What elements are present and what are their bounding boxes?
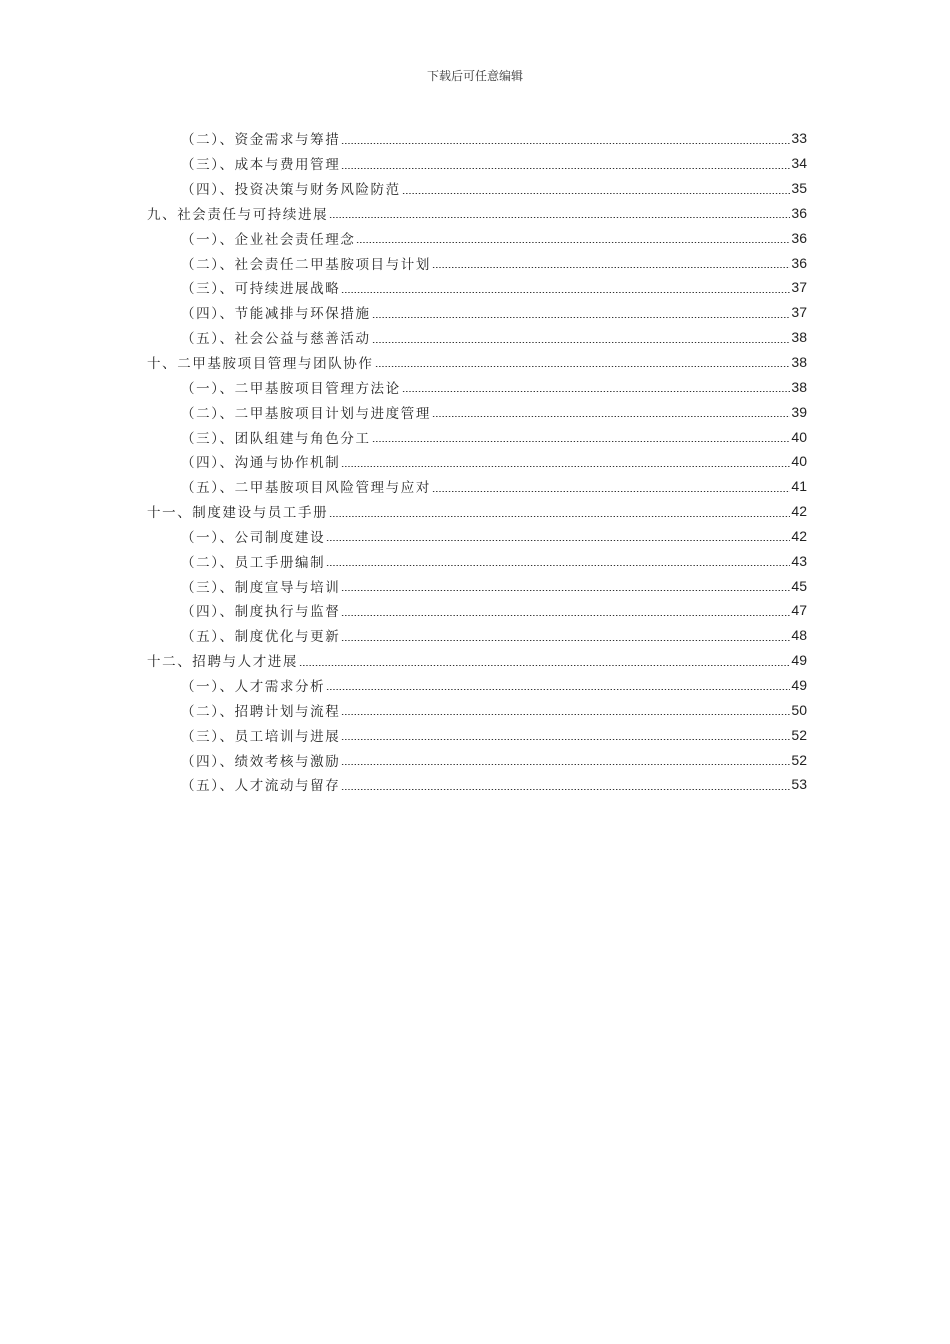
toc-entry-label: （三）、员工培训与进展 <box>181 728 341 745</box>
toc-entry-label: （五）、制度优化与更新 <box>181 629 341 646</box>
toc-chapter-entry[interactable] <box>0 201 950 226</box>
toc-page-number: 43 <box>791 552 807 569</box>
toc-dot-leader <box>299 665 790 666</box>
toc-entry-label: （三）、成本与费用管理 <box>181 157 341 174</box>
toc-dot-leader <box>341 764 790 765</box>
toc-dot-leader <box>341 789 790 790</box>
toc-section-entry[interactable] <box>0 300 950 325</box>
toc-section-entry[interactable] <box>0 524 950 549</box>
toc-entry-label: （三）、制度宣导与培训 <box>181 579 341 596</box>
toc-dot-leader <box>372 441 791 442</box>
toc-page-number: 50 <box>791 701 807 718</box>
toc-section-entry[interactable] <box>0 275 950 300</box>
toc-page-number: 39 <box>791 403 807 420</box>
toc-section-entry[interactable] <box>0 325 950 350</box>
toc-dot-leader <box>402 193 791 194</box>
toc-entry-label: （二）、员工手册编制 <box>181 554 326 571</box>
toc-page-number: 34 <box>791 155 807 172</box>
toc-dot-leader <box>432 491 790 492</box>
toc-entry-label: （一）、公司制度建设 <box>181 529 326 546</box>
toc-dot-leader <box>375 366 791 367</box>
toc-entry-label: （四）、节能减排与环保措施 <box>181 306 371 323</box>
toc-entry-label: （四）、绩效考核与激励 <box>181 753 341 770</box>
toc-section-entry[interactable] <box>0 126 950 151</box>
toc-page-number: 52 <box>791 726 807 743</box>
toc-section-entry[interactable] <box>0 722 950 747</box>
toc-entry-label: （二）、二甲基胺项目计划与进度管理 <box>181 405 431 422</box>
toc-page-number: 38 <box>791 329 807 346</box>
toc-entry-label: （二）、招聘计划与流程 <box>181 703 341 720</box>
toc-dot-leader <box>432 416 790 417</box>
toc-page-number: 48 <box>791 627 807 644</box>
toc-entry-label: （四）、投资决策与财务风险防范 <box>181 182 401 199</box>
toc-page-number: 40 <box>791 453 807 470</box>
toc-entry-label: （一）、企业社会责任理念 <box>181 231 356 248</box>
toc-section-entry[interactable] <box>0 225 950 250</box>
toc-dot-leader <box>372 342 791 343</box>
toc-page-number: 45 <box>791 577 807 594</box>
toc-page-number: 37 <box>791 304 807 321</box>
toc-dot-leader <box>341 640 790 641</box>
toc-dot-leader <box>402 391 791 392</box>
toc-dot-leader <box>341 292 790 293</box>
toc-entry-label: （五）、人才流动与留存 <box>181 778 341 795</box>
toc-page-number: 53 <box>791 776 807 793</box>
toc-section-entry[interactable] <box>0 697 950 722</box>
toc-section-entry[interactable] <box>0 573 950 598</box>
toc-entry-label: 十、二甲基胺项目管理与团队协作 <box>147 356 374 373</box>
toc-page-number: 42 <box>791 503 807 520</box>
toc-page-number: 49 <box>791 676 807 693</box>
toc-page-number: 49 <box>791 652 807 669</box>
toc-page-number: 36 <box>791 204 807 221</box>
toc-entry-label: 十二、招聘与人才进展 <box>147 654 298 671</box>
toc-page-number: 36 <box>791 254 807 271</box>
toc-page-number: 38 <box>791 354 807 371</box>
toc-page-number: 37 <box>791 279 807 296</box>
toc-section-entry[interactable] <box>0 151 950 176</box>
toc-dot-leader <box>341 466 790 467</box>
toc-entry-label: （四）、制度执行与监督 <box>181 604 341 621</box>
toc-entry-label: （一）、二甲基胺项目管理方法论 <box>181 380 401 397</box>
page-header: 下载后可任意编辑 <box>426 69 523 83</box>
toc-dot-leader <box>329 217 790 218</box>
toc-page-number: 40 <box>791 428 807 445</box>
toc-chapter-entry[interactable] <box>0 648 950 673</box>
toc-entry-label: （五）、社会公益与慈善活动 <box>181 331 371 348</box>
toc-entry-label: （四）、沟通与协作机制 <box>181 455 341 472</box>
toc-dot-leader <box>326 540 790 541</box>
toc-page-number: 35 <box>791 180 807 197</box>
toc-dot-leader <box>341 143 790 144</box>
toc-page-number: 36 <box>791 229 807 246</box>
toc-dot-leader <box>341 739 790 740</box>
toc-section-entry[interactable] <box>0 374 950 399</box>
toc-section-entry[interactable] <box>0 250 950 275</box>
toc-entry-label: （一）、人才需求分析 <box>181 678 326 695</box>
toc-dot-leader <box>326 565 790 566</box>
toc-entry-label: （三）、团队组建与角色分工 <box>181 430 371 447</box>
toc-section-entry[interactable] <box>0 449 950 474</box>
toc-chapter-entry[interactable] <box>0 499 950 524</box>
toc-page-number: 52 <box>791 751 807 768</box>
toc-section-entry[interactable] <box>0 747 950 772</box>
toc-dot-leader <box>326 689 790 690</box>
table-of-contents <box>0 126 950 797</box>
toc-page-number: 41 <box>791 478 807 495</box>
toc-section-entry[interactable] <box>0 176 950 201</box>
toc-section-entry[interactable] <box>0 424 950 449</box>
toc-dot-leader <box>341 714 790 715</box>
toc-dot-leader <box>329 516 790 517</box>
toc-entry-label: 十一、制度建设与员工手册 <box>147 505 329 522</box>
toc-entry-label: （二）、社会责任二甲基胺项目与计划 <box>181 256 431 273</box>
toc-page-number: 42 <box>791 527 807 544</box>
toc-dot-leader <box>372 317 791 318</box>
toc-chapter-entry[interactable] <box>0 350 950 375</box>
toc-section-entry[interactable] <box>0 399 950 424</box>
toc-page-number: 33 <box>791 130 807 147</box>
toc-entry-label: （二）、资金需求与筹措 <box>181 132 341 149</box>
toc-section-entry[interactable] <box>0 548 950 573</box>
toc-dot-leader <box>341 615 790 616</box>
toc-dot-leader <box>356 242 790 243</box>
toc-section-entry[interactable] <box>0 772 950 797</box>
toc-page-number: 38 <box>791 378 807 395</box>
toc-section-entry[interactable] <box>0 673 950 698</box>
toc-dot-leader <box>341 590 790 591</box>
toc-dot-leader <box>432 267 790 268</box>
toc-entry-label: 九、社会责任与可持续进展 <box>147 206 329 223</box>
toc-section-entry[interactable] <box>0 623 950 648</box>
toc-entry-label: （三）、可持续进展战略 <box>181 281 341 298</box>
toc-entry-label: （五）、二甲基胺项目风险管理与应对 <box>181 480 431 497</box>
toc-page-number: 47 <box>791 602 807 619</box>
toc-section-entry[interactable] <box>0 474 950 499</box>
toc-dot-leader <box>341 168 790 169</box>
toc-section-entry[interactable] <box>0 598 950 623</box>
